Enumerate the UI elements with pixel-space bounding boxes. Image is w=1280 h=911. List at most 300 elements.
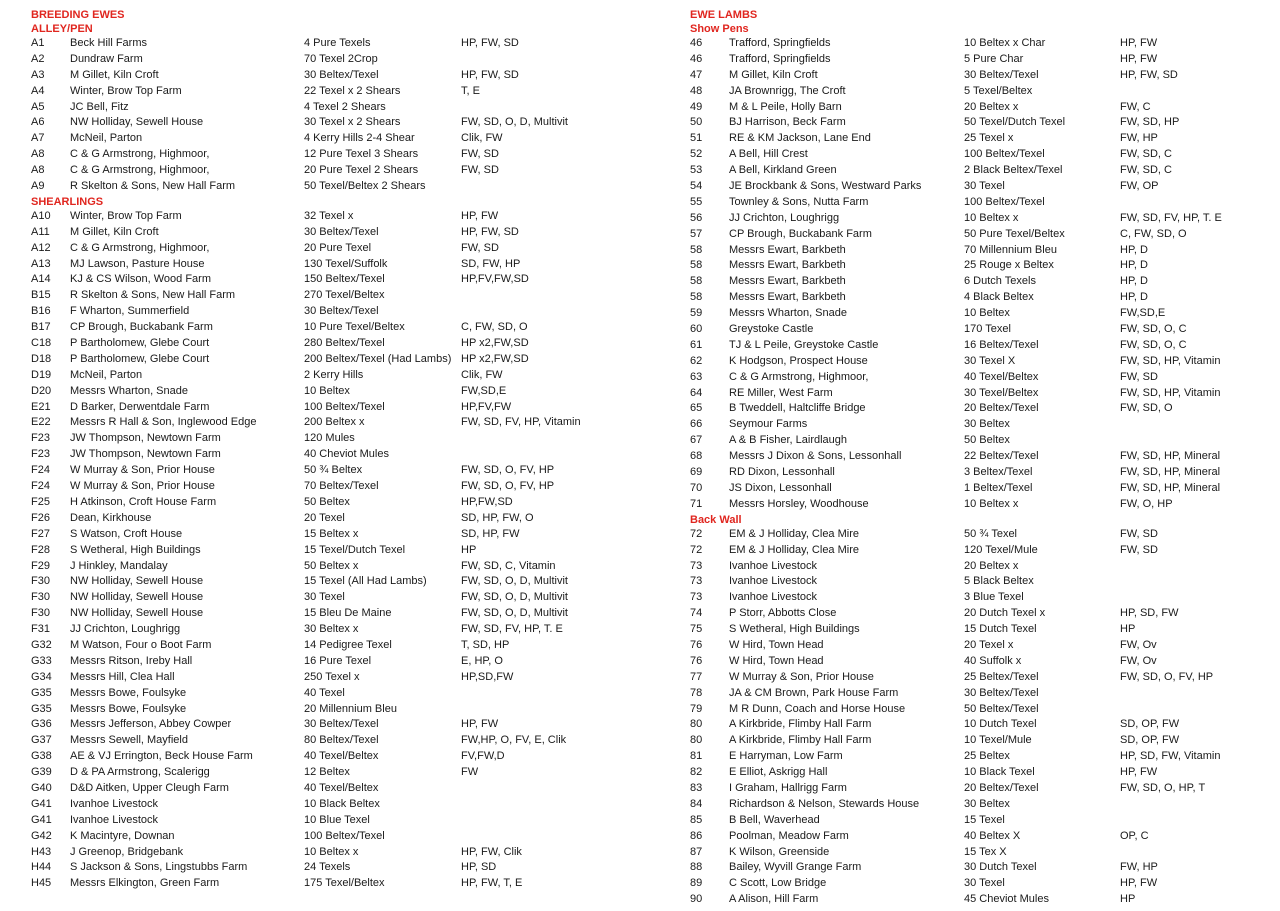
pen-entry-row bbox=[31, 352, 631, 368]
pen-number: 71 bbox=[690, 497, 703, 510]
treatments: HP x2,FW,SD bbox=[461, 352, 529, 365]
vendor-name: J Hinkley, Mandalay bbox=[70, 559, 168, 572]
pen-entry-row bbox=[690, 574, 1275, 590]
pen-entry-row bbox=[690, 179, 1275, 195]
treatments: FW, SD, O, D, Multivit bbox=[461, 607, 568, 620]
pen-entry-row bbox=[31, 415, 631, 431]
vendor-name: S Wetheral, High Buildings bbox=[729, 623, 860, 636]
stock-description: 100 Beltex/Texel bbox=[304, 829, 385, 842]
vendor-name: M & L Peile, Holly Barn bbox=[729, 100, 842, 113]
pen-number: F30 bbox=[31, 575, 50, 588]
stock-description: 32 Texel x bbox=[304, 209, 354, 222]
vendor-name: A Kirkbride, Flimby Hall Farm bbox=[729, 734, 872, 747]
stock-description: 50 Pure Texel/Beltex bbox=[964, 227, 1065, 240]
pen-number: G42 bbox=[31, 829, 52, 842]
vendor-name: D Barker, Derwentdale Farm bbox=[70, 400, 210, 413]
pen-entry-row bbox=[31, 511, 631, 527]
pen-entry-row bbox=[31, 431, 631, 447]
treatments: FW, SD, HP, Mineral bbox=[1120, 450, 1221, 463]
vendor-name: W Hird, Town Head bbox=[729, 654, 824, 667]
treatments: HP, FW, Clik bbox=[461, 845, 522, 858]
stock-description: 50 Beltex x bbox=[304, 559, 359, 572]
vendor-name: A Bell, Kirkland Green bbox=[729, 164, 837, 177]
vendor-name: JE Brockbank & Sons, Westward Parks bbox=[729, 180, 922, 193]
stock-description: 4 Texel 2 Shears bbox=[304, 100, 386, 113]
treatments: HP,SD,FW bbox=[461, 670, 514, 683]
pen-number: E22 bbox=[31, 416, 51, 429]
section-heading: EWE LAMBS bbox=[690, 9, 758, 21]
pen-entry-row bbox=[31, 384, 631, 400]
pen-entry-row bbox=[31, 622, 631, 638]
vendor-name: Messrs Horsley, Woodhouse bbox=[729, 497, 869, 510]
stock-description: 15 Texel (All Had Lambs) bbox=[304, 575, 427, 588]
vendor-name: Messrs Ewart, Barkbeth bbox=[729, 275, 846, 288]
stock-description: 200 Beltex/Texel (Had Lambs) bbox=[304, 352, 452, 365]
pen-number: F26 bbox=[31, 511, 50, 524]
stock-description: 30 Texel bbox=[964, 180, 1005, 193]
pen-number: A12 bbox=[31, 241, 51, 254]
pen-number: F28 bbox=[31, 543, 50, 556]
vendor-name: Messrs Ewart, Barkbeth bbox=[729, 243, 846, 256]
pen-number: 83 bbox=[690, 781, 703, 794]
vendor-name: Messrs Wharton, Snade bbox=[70, 384, 188, 397]
vendor-name: RD Dixon, Lessonhall bbox=[729, 466, 835, 479]
pen-number: H43 bbox=[31, 845, 52, 858]
pen-entry-row bbox=[690, 52, 1275, 68]
pen-number: A13 bbox=[31, 257, 51, 270]
vendor-name: Townley & Sons, Nutta Farm bbox=[729, 195, 869, 208]
pen-entry-row bbox=[31, 463, 631, 479]
treatments: HP,FW,SD bbox=[461, 495, 513, 508]
treatments: HP x2,FW,SD bbox=[461, 337, 529, 350]
vendor-name: Trafford, Springfields bbox=[729, 37, 831, 49]
pen-entry-row bbox=[31, 447, 631, 463]
pen-entry-row bbox=[31, 590, 631, 606]
stock-description: 25 Rouge x Beltex bbox=[964, 259, 1054, 272]
stock-description: 40 Texel/Beltex bbox=[964, 370, 1039, 383]
pen-number: A8 bbox=[31, 164, 45, 177]
pen-number: 47 bbox=[690, 68, 703, 81]
vendor-name: Messrs Wharton, Snade bbox=[729, 307, 847, 320]
pen-entry-row bbox=[31, 241, 631, 257]
pen-number: H44 bbox=[31, 861, 52, 874]
treatments: FW, SD, C bbox=[1120, 148, 1172, 161]
vendor-name: AE & VJ Errington, Beck House Farm bbox=[70, 750, 253, 763]
pen-number: A14 bbox=[31, 273, 51, 286]
stock-description: 15 Texel bbox=[964, 813, 1005, 826]
pen-entry-row bbox=[690, 354, 1275, 370]
treatments: FW, SD, HP bbox=[1120, 116, 1180, 129]
treatments: E, HP, O bbox=[461, 654, 503, 667]
treatments: FW, SD, C bbox=[1120, 164, 1172, 177]
vendor-name: KJ & CS Wilson, Wood Farm bbox=[70, 273, 211, 286]
pen-number: 73 bbox=[690, 591, 703, 604]
stock-description: 10 Beltex x bbox=[304, 845, 359, 858]
stock-description: 100 Beltex/Texel bbox=[304, 400, 385, 413]
pen-entry-row bbox=[690, 876, 1275, 892]
pen-number: 84 bbox=[690, 797, 703, 810]
pen-number: 68 bbox=[690, 450, 703, 463]
pen-number: 52 bbox=[690, 148, 703, 161]
treatments: FW, SD, O, FV, HP bbox=[461, 480, 555, 493]
vendor-name: Richardson & Nelson, Stewards House bbox=[729, 797, 920, 810]
pen-entry-row bbox=[31, 52, 631, 68]
vendor-name: Messrs Jefferson, Abbey Cowper bbox=[70, 718, 232, 731]
stock-description: 10 Beltex x bbox=[964, 211, 1019, 224]
stock-description: 3 Blue Texel bbox=[964, 591, 1024, 604]
pen-entry-row bbox=[31, 400, 631, 416]
pen-number: A8 bbox=[31, 148, 45, 161]
pen-number: C18 bbox=[31, 337, 52, 350]
pen-entry-row bbox=[31, 147, 631, 163]
stock-description: 170 Texel bbox=[964, 323, 1011, 336]
pen-entry-row bbox=[31, 100, 631, 116]
pen-entry-row bbox=[31, 781, 631, 797]
vendor-name: E Harryman, Low Farm bbox=[729, 750, 843, 763]
pen-entry-row bbox=[31, 527, 631, 543]
vendor-name: K Hodgson, Prospect House bbox=[729, 354, 868, 367]
vendor-name: RE Miller, West Farm bbox=[729, 386, 833, 399]
vendor-name: M Gillet, Kiln Croft bbox=[70, 68, 159, 81]
vendor-name: S Watson, Croft House bbox=[70, 527, 183, 540]
vendor-name: Messrs Elkington, Green Farm bbox=[70, 877, 220, 890]
treatments: FW, C bbox=[1120, 100, 1151, 113]
pen-entry-row bbox=[690, 892, 1275, 908]
treatments: HP, FW bbox=[1120, 52, 1158, 65]
stock-description: 280 Beltex/Texel bbox=[304, 337, 385, 350]
stock-description: 100 Beltex/Texel bbox=[964, 148, 1045, 161]
vendor-name: Winter, Brow Top Farm bbox=[70, 84, 182, 97]
pen-entry-row bbox=[31, 68, 631, 84]
pen-entry-row bbox=[690, 497, 1275, 513]
pen-entry-row bbox=[690, 163, 1275, 179]
pen-entry-row bbox=[31, 84, 631, 100]
breeding-ewes-column bbox=[31, 8, 631, 892]
stock-description: 20 Beltex/Texel bbox=[964, 402, 1039, 415]
stock-description: 20 Millennium Bleu bbox=[304, 702, 397, 715]
pen-number: A1 bbox=[31, 37, 45, 49]
stock-description: 16 Beltex/Texel bbox=[964, 338, 1039, 351]
treatments: FW, SD bbox=[1120, 370, 1158, 383]
stock-description: 30 Texel bbox=[304, 591, 345, 604]
pen-number: 74 bbox=[690, 607, 703, 620]
pen-entry-row bbox=[31, 638, 631, 654]
pen-number: F27 bbox=[31, 527, 50, 540]
treatments: FW, SD, O, C bbox=[1120, 338, 1187, 351]
pen-entry-row bbox=[690, 338, 1275, 354]
pen-number: 73 bbox=[690, 575, 703, 588]
vendor-name: C & G Armstrong, Highmoor, bbox=[729, 370, 869, 383]
vendor-name: Dean, Kirkhouse bbox=[70, 511, 152, 524]
vendor-name: CP Brough, Buckabank Farm bbox=[70, 321, 213, 334]
stock-description: 50 Beltex bbox=[964, 434, 1010, 447]
vendor-name: M R Dunn, Coach and Horse House bbox=[729, 702, 906, 715]
treatments: HP, SD, FW, Vitamin bbox=[1120, 750, 1221, 763]
pen-number: 88 bbox=[690, 861, 703, 874]
stock-description: 10 Black Texel bbox=[964, 766, 1035, 779]
pen-entry-row bbox=[690, 829, 1275, 845]
pen-number: A9 bbox=[31, 180, 45, 193]
pen-number: 85 bbox=[690, 813, 703, 826]
pen-number: D19 bbox=[31, 368, 52, 381]
pen-number: 58 bbox=[690, 291, 703, 304]
treatments: HP bbox=[1120, 893, 1136, 906]
treatments: HP, FW bbox=[461, 718, 499, 731]
stock-description: 270 Texel/Beltex bbox=[304, 289, 385, 302]
treatments: FW, O, HP bbox=[1120, 497, 1173, 510]
pen-entry-row bbox=[31, 845, 631, 861]
vendor-name: C Scott, Low Bridge bbox=[729, 877, 827, 890]
treatments: FW, SD, O, D, Multivit bbox=[461, 575, 568, 588]
vendor-name: J Greenop, Bridgebank bbox=[70, 845, 184, 858]
stock-description: 70 Millennium Bleu bbox=[964, 243, 1057, 256]
pen-entry-row bbox=[31, 574, 631, 590]
vendor-name: Ivanhoe Livestock bbox=[70, 797, 159, 810]
vendor-name: R Skelton & Sons, New Hall Farm bbox=[70, 289, 236, 302]
pen-entry-row bbox=[31, 225, 631, 241]
pen-number: 80 bbox=[690, 734, 703, 747]
vendor-name: NW Holliday, Sewell House bbox=[70, 591, 204, 604]
vendor-name: JC Bell, Fitz bbox=[70, 100, 129, 113]
pen-entry-row bbox=[690, 115, 1275, 131]
stock-description: 30 Beltex/Texel bbox=[304, 68, 379, 81]
pen-entry-row bbox=[31, 606, 631, 622]
pen-number: 61 bbox=[690, 338, 703, 351]
pen-number: 89 bbox=[690, 877, 703, 890]
stock-description: 30 Texel x 2 Shears bbox=[304, 116, 401, 129]
pen-entry-row bbox=[690, 274, 1275, 290]
stock-description: 30 Beltex/Texel bbox=[964, 68, 1039, 81]
vendor-name: B Tweddell, Haltcliffe Bridge bbox=[729, 402, 866, 415]
pen-number: 77 bbox=[690, 670, 703, 683]
vendor-name: B Bell, Waverhead bbox=[729, 813, 820, 826]
vendor-name: Beck Hill Farms bbox=[70, 37, 148, 49]
treatments: HP, D bbox=[1120, 243, 1148, 256]
pen-number: 73 bbox=[690, 559, 703, 572]
pen-number: 54 bbox=[690, 180, 703, 193]
pen-number: 87 bbox=[690, 845, 703, 858]
treatments: HP, FW bbox=[1120, 877, 1158, 890]
vendor-name: A Alison, Hill Farm bbox=[729, 893, 819, 906]
vendor-name: JA Brownrigg, The Croft bbox=[729, 84, 846, 97]
treatments: SD, HP, FW, O bbox=[461, 511, 534, 524]
stock-description: 20 Texel x bbox=[964, 638, 1014, 651]
stock-description: 5 Pure Char bbox=[964, 52, 1024, 65]
pen-number: G37 bbox=[31, 734, 52, 747]
stock-description: 10 Pure Texel/Beltex bbox=[304, 321, 405, 334]
pen-number: 79 bbox=[690, 702, 703, 715]
vendor-name: JJ Crichton, Loughrigg bbox=[729, 211, 840, 224]
pen-entry-row bbox=[690, 322, 1275, 338]
vendor-name: Messrs Ritson, Ireby Hall bbox=[70, 654, 193, 667]
vendor-name: BJ Harrison, Beck Farm bbox=[729, 116, 846, 129]
stock-description: 20 Pure Texel 2 Shears bbox=[304, 164, 419, 177]
pen-entry-row bbox=[690, 290, 1275, 306]
pen-number: 80 bbox=[690, 718, 703, 731]
pen-entry-row bbox=[31, 368, 631, 384]
treatments: HP,FV,FW,SD bbox=[461, 273, 529, 286]
pen-entry-row bbox=[690, 733, 1275, 749]
vendor-name: I Graham, Hallrigg Farm bbox=[729, 781, 847, 794]
stock-description: 10 Beltex bbox=[304, 384, 350, 397]
pen-entry-row bbox=[690, 131, 1275, 147]
vendor-name: A & B Fisher, Lairdlaugh bbox=[729, 434, 848, 447]
vendor-name: McNeil, Parton bbox=[70, 132, 143, 145]
pen-number: A4 bbox=[31, 84, 45, 97]
pen-number: G35 bbox=[31, 702, 52, 715]
treatments: FW, SD, O, FV, HP bbox=[461, 464, 555, 477]
stock-description: 30 Texel/Beltex bbox=[964, 386, 1039, 399]
treatments: FW,HP, O, FV, E, Clik bbox=[461, 734, 567, 747]
vendor-name: TJ & L Peile, Greystoke Castle bbox=[729, 338, 879, 351]
stock-description: 24 Texels bbox=[304, 861, 351, 874]
vendor-name: C & G Armstrong, Highmoor, bbox=[70, 164, 210, 177]
vendor-name: Ivanhoe Livestock bbox=[729, 591, 818, 604]
vendor-name: EM & J Holliday, Clea Mire bbox=[729, 527, 859, 540]
stock-description: 50 Beltex bbox=[304, 495, 350, 508]
pen-number: F24 bbox=[31, 464, 50, 477]
pen-entry-row bbox=[690, 813, 1275, 829]
vendor-name: P Bartholomew, Glebe Court bbox=[70, 352, 210, 365]
treatments: FW, SD, HP, Mineral bbox=[1120, 466, 1221, 479]
stock-description: 40 Texel/Beltex bbox=[304, 781, 379, 794]
vendor-name: Dundraw Farm bbox=[70, 52, 143, 65]
pen-number: G35 bbox=[31, 686, 52, 699]
treatments: HP, SD bbox=[461, 861, 497, 874]
vendor-name: NW Holliday, Sewell House bbox=[70, 607, 204, 620]
pen-entry-row bbox=[690, 147, 1275, 163]
pen-entry-row bbox=[31, 115, 631, 131]
stock-description: 45 Cheviot Mules bbox=[964, 893, 1049, 906]
stock-description: 30 Beltex x bbox=[304, 623, 359, 636]
pen-entry-row bbox=[31, 654, 631, 670]
treatments: FW, SD, HP, Vitamin bbox=[1120, 354, 1221, 367]
vendor-name: E Elliot, Askrigg Hall bbox=[729, 766, 828, 779]
stock-description: 10 Beltex bbox=[964, 307, 1010, 320]
pen-entry-row bbox=[31, 813, 631, 829]
pen-entry-row bbox=[690, 765, 1275, 781]
pen-number: 55 bbox=[690, 195, 703, 208]
pen-number: 46 bbox=[690, 52, 703, 65]
stock-description: 25 Texel x bbox=[964, 132, 1014, 145]
pen-number: 82 bbox=[690, 766, 703, 779]
pen-entry-row bbox=[690, 401, 1275, 417]
section-heading: SHEARLINGS bbox=[31, 195, 104, 208]
treatments: FW, OP bbox=[1120, 180, 1159, 193]
treatments: FW, SD bbox=[1120, 543, 1158, 556]
vendor-name: W Murray & Son, Prior House bbox=[70, 480, 215, 493]
vendor-name: Greystoke Castle bbox=[729, 323, 814, 336]
pen-number: F23 bbox=[31, 432, 50, 445]
pen-number: 86 bbox=[690, 829, 703, 842]
stock-description: 10 Texel/Mule bbox=[964, 734, 1032, 747]
treatments: FW, SD, O, FV, HP bbox=[1120, 670, 1214, 683]
vendor-name: JS Dixon, Lessonhall bbox=[729, 481, 832, 494]
stock-description: 1 Beltex/Texel bbox=[964, 481, 1033, 494]
pen-entry-row bbox=[31, 543, 631, 559]
pen-entry-row bbox=[31, 559, 631, 575]
stock-description: 30 Beltex bbox=[964, 797, 1010, 810]
stock-description: 30 Beltex/Texel bbox=[304, 225, 379, 238]
stock-description: 12 Pure Texel 3 Shears bbox=[304, 148, 419, 161]
pen-entry-row bbox=[690, 243, 1275, 259]
pen-number: 62 bbox=[690, 354, 703, 367]
treatments: FW, HP bbox=[1120, 132, 1158, 145]
vendor-name: H Atkinson, Croft House Farm bbox=[70, 495, 217, 508]
treatments: Clik, FW bbox=[461, 368, 503, 381]
pen-number: 65 bbox=[690, 402, 703, 415]
pen-entry-row bbox=[690, 36, 1275, 52]
pen-number: A2 bbox=[31, 52, 45, 65]
vendor-name: S Wetheral, High Buildings bbox=[70, 543, 201, 556]
stock-description: 10 Beltex x Char bbox=[964, 37, 1046, 49]
pen-entry-row bbox=[31, 179, 631, 195]
pen-entry-row bbox=[690, 417, 1275, 433]
treatments: FW, SD, O bbox=[1120, 402, 1173, 415]
stock-description: 120 Mules bbox=[304, 432, 355, 445]
pen-entry-row bbox=[31, 765, 631, 781]
treatments: FW, SD, O, D, Multivit bbox=[461, 591, 568, 604]
vendor-name: F Wharton, Summerfield bbox=[70, 305, 190, 318]
treatments: OP, C bbox=[1120, 829, 1149, 842]
pen-entry-row bbox=[31, 860, 631, 876]
vendor-name: M Watson, Four o Boot Farm bbox=[70, 638, 212, 651]
pen-number: G32 bbox=[31, 638, 52, 651]
vendor-name: D&D Aitken, Upper Cleugh Farm bbox=[70, 781, 229, 794]
pen-number: 76 bbox=[690, 638, 703, 651]
pen-entry-row bbox=[690, 195, 1275, 211]
pen-number: H45 bbox=[31, 877, 52, 890]
stock-description: 10 Dutch Texel bbox=[964, 718, 1037, 731]
pen-number: E21 bbox=[31, 400, 51, 413]
pen-entry-row bbox=[690, 543, 1275, 559]
pen-number: A5 bbox=[31, 100, 45, 113]
stock-description: 10 Blue Texel bbox=[304, 813, 370, 826]
pen-entry-row bbox=[690, 211, 1275, 227]
stock-description: 20 Beltex x bbox=[964, 559, 1019, 572]
treatments: FW, SD, C, Vitamin bbox=[461, 559, 556, 572]
pen-number: 64 bbox=[690, 386, 703, 399]
pen-number: 63 bbox=[690, 370, 703, 383]
treatments: T, E bbox=[461, 84, 480, 97]
stock-description: 25 Beltex/Texel bbox=[964, 670, 1039, 683]
treatments: HP, D bbox=[1120, 275, 1148, 288]
pen-entry-row bbox=[690, 68, 1275, 84]
stock-description: 4 Pure Texels bbox=[304, 37, 371, 49]
pen-entry-row bbox=[690, 370, 1275, 386]
stock-description: 250 Texel x bbox=[304, 670, 360, 683]
treatments: SD, OP, FW bbox=[1120, 734, 1180, 747]
treatments: T, SD, HP bbox=[461, 638, 510, 651]
pen-entry-row bbox=[690, 481, 1275, 497]
treatments: HP, SD, FW bbox=[1120, 607, 1179, 620]
pen-entry-row bbox=[690, 797, 1275, 813]
pen-entry-row bbox=[690, 702, 1275, 718]
section-heading: ALLEY/PEN bbox=[31, 23, 93, 35]
pen-number: F23 bbox=[31, 448, 50, 461]
stock-description: 16 Pure Texel bbox=[304, 654, 372, 667]
pen-number: G39 bbox=[31, 766, 52, 779]
pen-entry-row bbox=[31, 717, 631, 733]
pen-entry-row bbox=[690, 622, 1275, 638]
pen-number: 67 bbox=[690, 434, 703, 447]
stock-description: 30 Dutch Texel bbox=[964, 861, 1037, 874]
stock-description: 30 Beltex bbox=[964, 418, 1010, 431]
stock-description: 10 Beltex x bbox=[964, 497, 1019, 510]
treatments: FW bbox=[461, 766, 479, 779]
vendor-name: K Wilson, Greenside bbox=[729, 845, 830, 858]
pen-entry-row bbox=[690, 845, 1275, 861]
